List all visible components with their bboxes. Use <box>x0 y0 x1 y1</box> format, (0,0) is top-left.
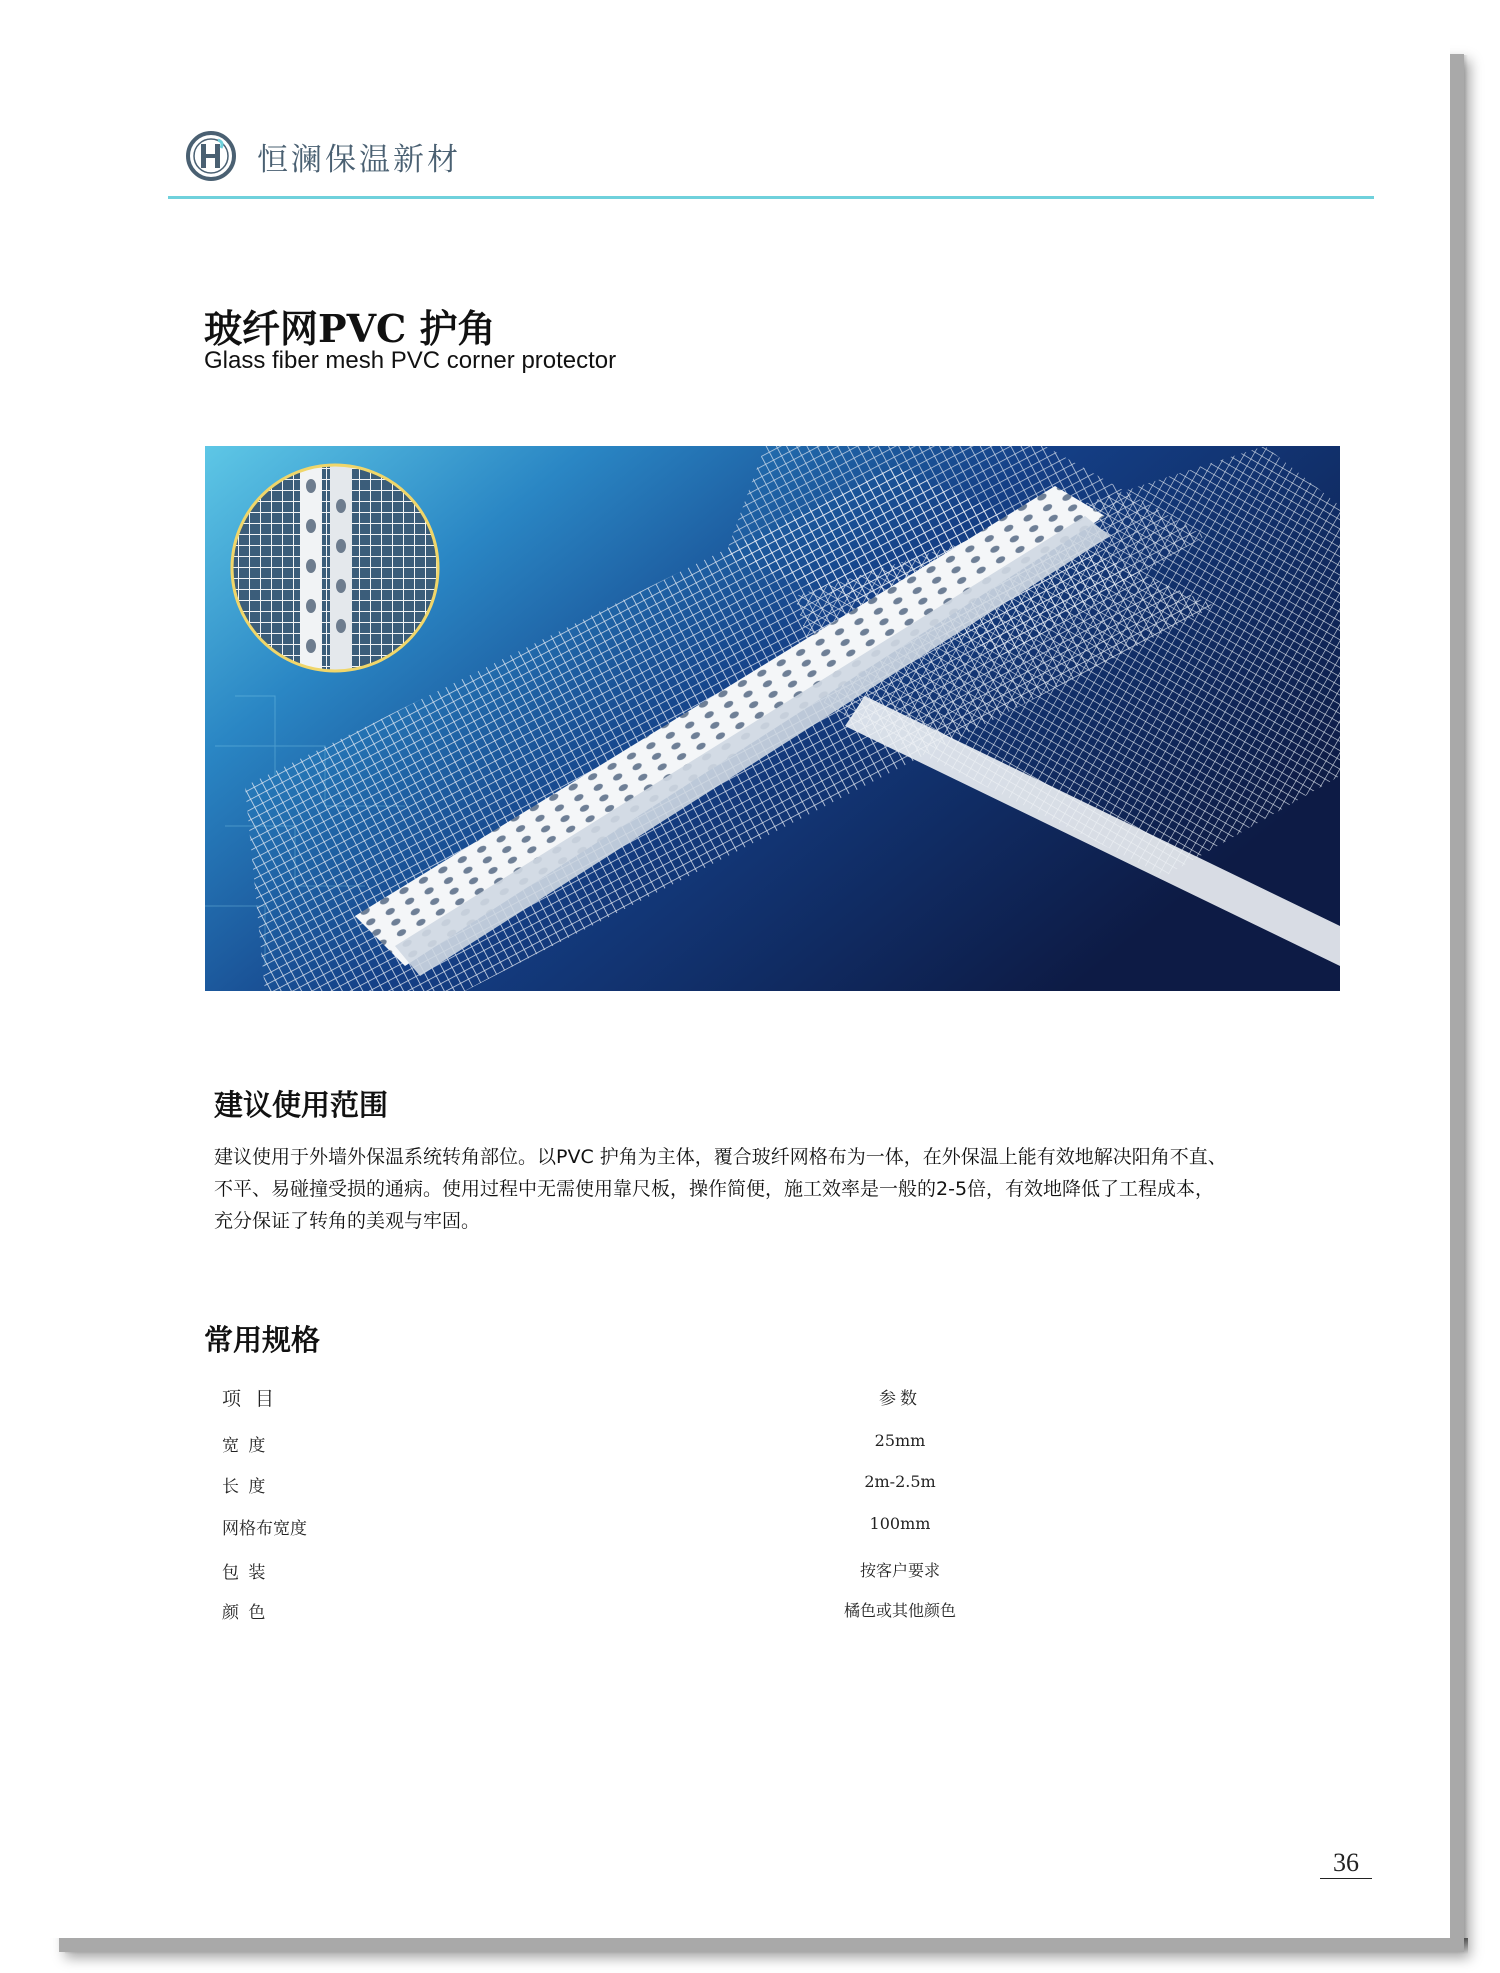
usage-line: 建议使用于外墙外保温系统转角部位。以PVC 护角为主体，覆合玻纤网格布为一体，在外保温上能有效地解决阳角不直、 <box>214 1146 1227 1168</box>
spec-item: 长 度 <box>222 1477 268 1497</box>
spec-value: 25mm <box>874 1431 926 1450</box>
usage-paragraph <box>214 1141 1354 1237</box>
table-row <box>0 1472 1500 1502</box>
product-title-cn: 玻纤网PVC 护角 <box>204 306 496 351</box>
page-shadow-bottom <box>65 1938 1468 1954</box>
spec-value: 橘色或其他颜色 <box>843 1601 956 1620</box>
spec-value: 100mm <box>869 1514 931 1533</box>
spec-item: 网格布宽度 <box>222 1519 307 1539</box>
table-row <box>0 1431 1500 1461</box>
usage-heading: 建议使用范围 <box>214 1088 389 1122</box>
company-logo <box>185 130 237 182</box>
spec-table-header <box>0 1384 1500 1414</box>
table-row <box>0 1514 1500 1544</box>
table-row <box>0 1598 1500 1628</box>
page-number: 36 <box>1320 1850 1372 1879</box>
header-divider <box>168 196 1374 199</box>
product-title-en: Glass fiber mesh PVC corner protector <box>204 347 617 374</box>
spec-value: 2m-2.5m <box>864 1472 936 1491</box>
table-row <box>0 1558 1500 1588</box>
brand-name: 恒澜保温新材 <box>257 142 461 178</box>
spec-item: 宽 度 <box>222 1436 268 1456</box>
specs-heading: 常用规格 <box>204 1323 321 1357</box>
spec-header-value: 参数 <box>879 1389 921 1409</box>
usage-line: 充分保证了转角的美观与牢固。 <box>214 1210 481 1232</box>
spec-value: 按客户要求 <box>859 1561 940 1580</box>
spec-item: 颜 色 <box>222 1603 268 1623</box>
spec-item: 包 装 <box>222 1563 268 1583</box>
usage-line: 不平、易碰撞受损的通病。使用过程中无需使用靠尺板，操作简便，施工效率是一般的2-5倍，有效地降低了工程成本， <box>214 1178 1215 1200</box>
product-photo <box>205 446 1340 991</box>
page-shadow-right <box>1450 55 1468 1948</box>
spec-header-item: 项目 <box>222 1388 289 1410</box>
